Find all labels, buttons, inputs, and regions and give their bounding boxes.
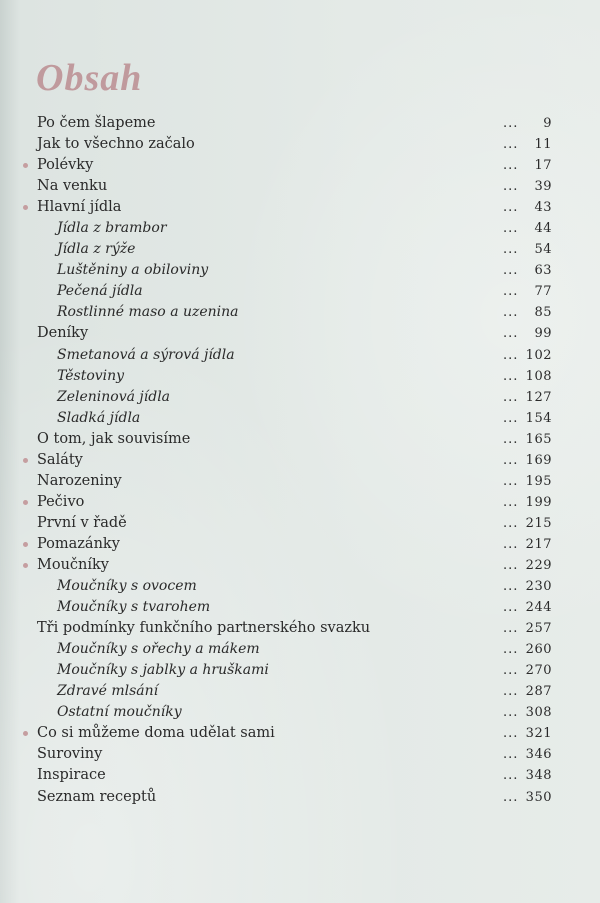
toc-entry-label: Seznam receptů — [37, 788, 157, 805]
toc-entry-label: Deníky — [37, 325, 89, 342]
toc-leader-dots: ... — [503, 368, 519, 384]
toc-entry — [0, 744, 600, 765]
toc-leader-dots: ... — [503, 557, 519, 573]
toc-entry — [0, 450, 600, 471]
toc-leader-dots: ... — [503, 284, 519, 300]
toc-leader-dots: ... — [503, 431, 519, 447]
toc-entry-label: Zeleninová jídla — [57, 388, 171, 405]
toc-leader-dots: ... — [503, 515, 519, 531]
toc-page-number: 43 — [534, 200, 552, 216]
toc-entry — [0, 787, 600, 808]
toc-entry — [0, 239, 600, 260]
toc-entry — [0, 260, 600, 281]
toc-entry-label: Moučníky s ovocem — [57, 578, 197, 595]
toc-leader-dots: ... — [503, 642, 519, 658]
toc-leader-dots: ... — [503, 789, 519, 805]
toc-leader-dots: ... — [503, 473, 519, 489]
toc-leader-dots: ... — [503, 305, 519, 321]
toc-entry — [0, 408, 600, 429]
toc-entry-label: Tři podmínky funkčního partnerského svazku — [37, 620, 371, 637]
toc-entry-label: Co si můžeme doma udělat sami — [37, 725, 275, 742]
toc-page-number: 77 — [534, 284, 552, 300]
section-bullet-icon — [23, 163, 28, 168]
toc-page-number: 108 — [525, 368, 552, 384]
toc-page-number: 102 — [525, 347, 552, 363]
toc-page-number: 244 — [525, 600, 552, 616]
toc-entry-label: Po čem šlapeme — [37, 115, 156, 131]
toc-entry — [0, 387, 600, 408]
toc-page-number: 154 — [525, 410, 552, 426]
toc-entry — [0, 471, 600, 492]
toc-page-number: 217 — [525, 536, 552, 552]
toc-leader-dots: ... — [503, 494, 519, 510]
toc-entry — [0, 134, 600, 155]
toc-page-number: 257 — [525, 621, 552, 637]
toc-entry — [0, 765, 600, 786]
toc-leader-dots: ... — [503, 747, 519, 763]
toc-entry-label: Těstoviny — [57, 367, 125, 384]
toc-entry — [0, 723, 600, 744]
toc-page-number: 229 — [525, 557, 552, 573]
toc-entry-label: Pečená jídla — [57, 283, 143, 300]
toc-entry — [0, 702, 600, 723]
toc-entry — [0, 513, 600, 534]
toc-leader-dots: ... — [503, 621, 519, 637]
toc-entry — [0, 555, 600, 576]
toc-entry-label: První v řadě — [37, 514, 127, 531]
section-bullet-icon — [23, 563, 28, 568]
section-bullet-icon — [23, 542, 28, 547]
toc-page-number: 346 — [525, 747, 552, 763]
toc-entry-label: Hlavní jídla — [37, 199, 122, 216]
toc-leader-dots: ... — [503, 137, 519, 153]
toc-page-number: 195 — [525, 473, 552, 489]
toc-page-number: 127 — [525, 389, 552, 405]
toc-entry-label: Moučníky — [37, 556, 109, 573]
toc-entry-label: O tom, jak souvisíme — [37, 430, 191, 447]
toc-page-number: 169 — [525, 452, 552, 468]
toc-leader-dots: ... — [503, 410, 519, 426]
toc-page-number: 85 — [534, 305, 552, 321]
toc-entry — [0, 639, 600, 660]
toc-entry — [0, 176, 600, 197]
toc-entry-label: Moučníky s tvarohem — [57, 599, 211, 616]
toc-page-number: 165 — [525, 431, 552, 447]
toc-entry-label: Jídla z brambor — [57, 220, 167, 237]
toc-entry-label: Suroviny — [37, 746, 103, 763]
toc-entry — [0, 681, 600, 702]
toc-leader-dots: ... — [503, 347, 519, 363]
toc-entry — [0, 660, 600, 681]
toc-leader-dots: ... — [503, 684, 519, 700]
toc-entry-label: Jak to všechno začalo — [37, 136, 195, 153]
toc-leader-dots: ... — [503, 200, 519, 216]
toc-entry — [0, 323, 600, 344]
toc-page-number: 11 — [534, 137, 552, 153]
toc-entry — [0, 218, 600, 239]
toc-entry-label: Smetanová a sýrová jídla — [57, 346, 235, 363]
toc-page-number: 260 — [525, 642, 552, 658]
toc-leader-dots: ... — [503, 179, 519, 195]
toc-entry-label: Luštěniny a obiloviny — [57, 262, 209, 279]
toc-leader-dots: ... — [503, 663, 519, 679]
toc-entry — [0, 366, 600, 387]
toc-entry-label: Pomazánky — [37, 535, 120, 552]
toc-entry-label: Pečivo — [37, 493, 85, 510]
toc-entry — [0, 113, 600, 134]
toc-entry-label: Narozeniny — [37, 472, 122, 489]
toc-page-number: 350 — [525, 789, 552, 805]
toc-page-number: 308 — [525, 705, 552, 721]
toc-entry-label: Na venku — [37, 178, 108, 195]
toc-leader-dots: ... — [503, 536, 519, 552]
toc-entry — [0, 597, 600, 618]
section-bullet-icon — [23, 731, 28, 736]
toc-leader-dots: ... — [503, 726, 519, 742]
toc-leader-dots: ... — [503, 452, 519, 468]
toc-entry-label: Moučníky s ořechy a mákem — [57, 641, 260, 658]
table-of-contents — [0, 113, 600, 808]
toc-entry-label: Zdravé mlsání — [57, 683, 159, 700]
toc-page-number: 17 — [534, 158, 552, 174]
toc-page-number: 215 — [525, 515, 552, 531]
toc-entry-label: Jídla z rýže — [57, 241, 136, 258]
toc-page-number: 44 — [534, 221, 552, 237]
toc-leader-dots: ... — [503, 705, 519, 721]
toc-page-number: 54 — [534, 242, 552, 258]
toc-leader-dots: ... — [503, 579, 519, 595]
toc-entry — [0, 345, 600, 366]
toc-entry-label: Sladká jídla — [57, 409, 141, 426]
section-bullet-icon — [23, 458, 28, 463]
toc-entry-label: Saláty — [37, 451, 83, 468]
toc-entry-label: Inspirace — [37, 767, 106, 784]
toc-entry-label: Moučníky s jablky a hruškami — [57, 662, 269, 679]
toc-leader-dots: ... — [503, 600, 519, 616]
section-bullet-icon — [23, 500, 28, 505]
toc-page-number: 270 — [525, 663, 552, 679]
toc-page-number: 99 — [534, 326, 552, 342]
toc-page-number: 348 — [525, 768, 552, 784]
toc-entry — [0, 576, 600, 597]
toc-entry-label: Polévky — [37, 157, 94, 174]
section-bullet-icon — [23, 205, 28, 210]
toc-entry — [0, 618, 600, 639]
toc-leader-dots: ... — [503, 158, 519, 174]
toc-page-number: 39 — [534, 179, 552, 195]
toc-entry — [0, 534, 600, 555]
toc-leader-dots: ... — [503, 389, 519, 405]
toc-page-number: 321 — [525, 726, 552, 742]
page-title: Obsah — [36, 57, 143, 99]
toc-entry-label: Ostatní moučníky — [57, 704, 182, 721]
toc-entry — [0, 281, 600, 302]
toc-leader-dots: ... — [503, 242, 519, 258]
toc-leader-dots: ... — [503, 221, 519, 237]
toc-page-number: 9 — [543, 116, 552, 131]
toc-page-number: 230 — [525, 579, 552, 595]
toc-entry — [0, 155, 600, 176]
toc-entry-label: Rostlinné maso a uzenina — [57, 304, 239, 321]
toc-leader-dots: ... — [503, 263, 519, 279]
toc-entry — [0, 302, 600, 323]
toc-page-number: 199 — [525, 494, 552, 510]
toc-entry — [0, 429, 600, 450]
toc-entry — [0, 197, 600, 218]
toc-page-number: 287 — [525, 684, 552, 700]
toc-leader-dots: ... — [503, 768, 519, 784]
toc-entry — [0, 492, 600, 513]
toc-page-number: 63 — [534, 263, 552, 279]
toc-leader-dots: ... — [503, 326, 519, 342]
toc-leader-dots: ... — [503, 116, 519, 131]
